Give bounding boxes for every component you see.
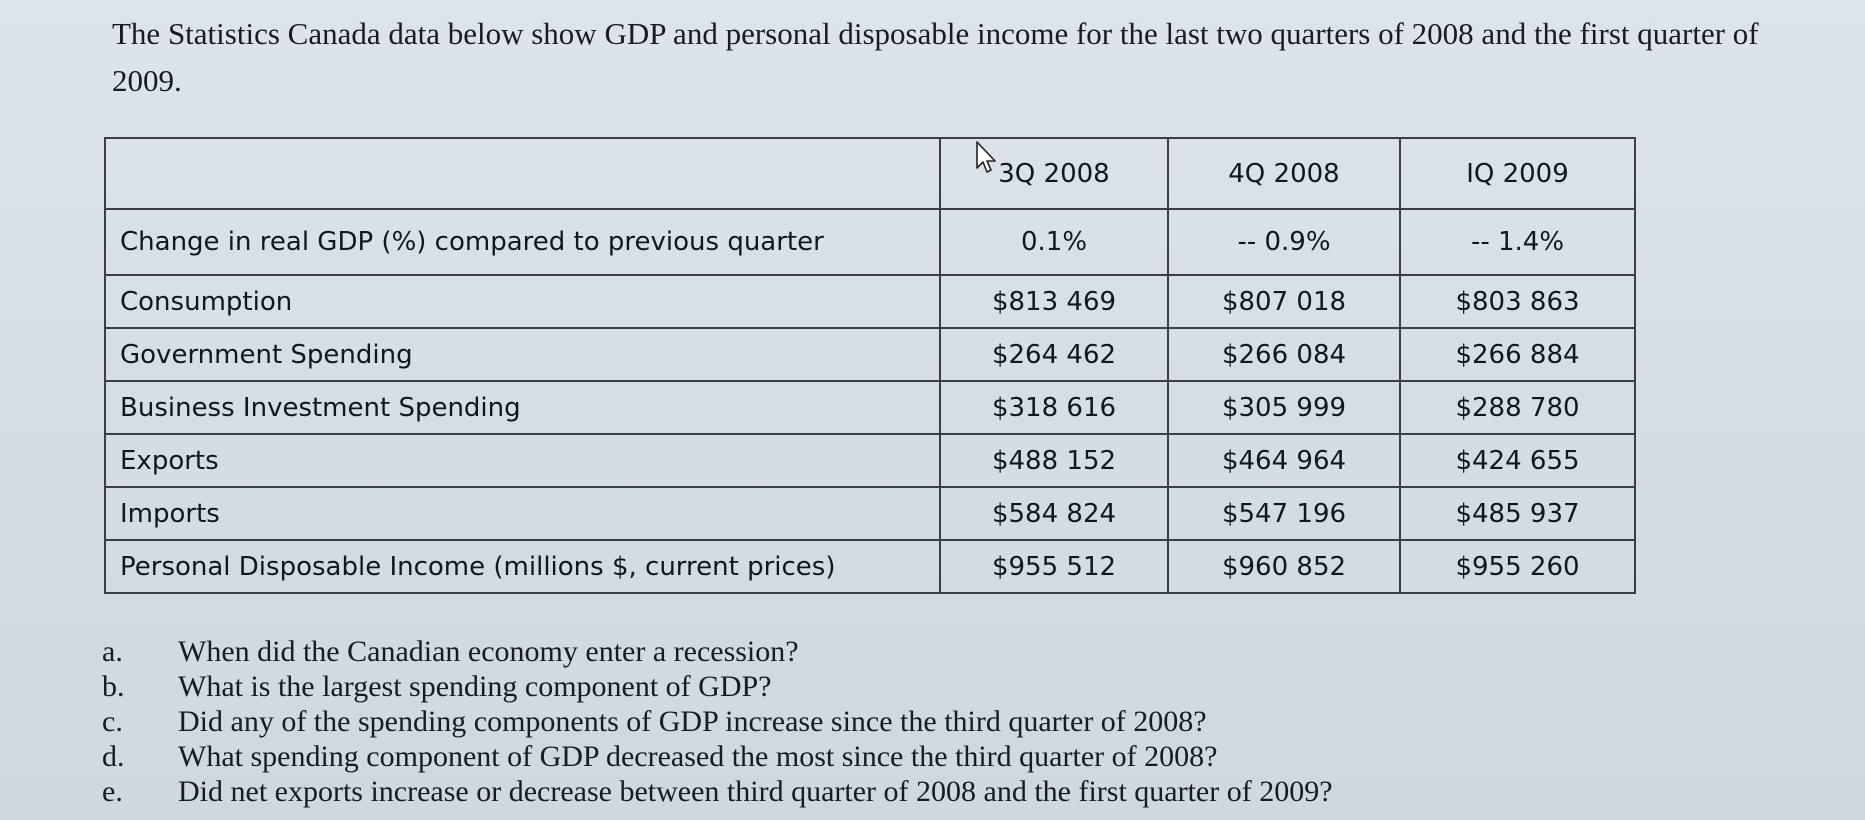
- row-label: Change in real GDP (%) compared to previous quarter: [105, 209, 940, 275]
- table-row: [105, 434, 1635, 487]
- table-cell: -- 1.4%: [1400, 209, 1635, 275]
- question-letter: d.: [102, 740, 125, 773]
- table-cell: $266 084: [1168, 328, 1400, 381]
- question-text: When did the Canadian economy enter a recession?: [178, 635, 799, 668]
- row-label: Government Spending: [105, 328, 940, 381]
- table-cell: $424 655: [1400, 434, 1635, 487]
- question-letter: b.: [102, 670, 125, 703]
- row-label: Consumption: [105, 275, 940, 328]
- table-cell: $960 852: [1168, 540, 1400, 593]
- table-cell: $266 884: [1400, 328, 1635, 381]
- table-header-row: [105, 138, 1635, 209]
- table-cell: $318 616: [940, 381, 1168, 434]
- question-letter: c.: [102, 705, 123, 738]
- table-cell: $803 863: [1400, 275, 1635, 328]
- list-item: [102, 634, 1333, 669]
- gdp-data-table: [104, 137, 1636, 594]
- table-cell: $807 018: [1168, 275, 1400, 328]
- row-label: Business Investment Spending: [105, 381, 940, 434]
- table-cell: $955 260: [1400, 540, 1635, 593]
- question-text: What spending component of GDP decreased the most since the third quarter of 2008?: [178, 740, 1218, 773]
- list-item: [102, 669, 1333, 704]
- table-cell: $305 999: [1168, 381, 1400, 434]
- table-cell: $288 780: [1400, 381, 1635, 434]
- intro-paragraph: The Statistics Canada data below show GDP and personal disposable income for the last two quarters of 2008 and the first quarter of 2009.: [112, 16, 1759, 98]
- table-row: [105, 275, 1635, 328]
- list-item: [102, 739, 1333, 774]
- table-cell: -- 0.9%: [1168, 209, 1400, 275]
- table-row: [105, 209, 1635, 275]
- list-item: [102, 774, 1333, 809]
- question-list: [102, 634, 1333, 809]
- header-cell-blank: [105, 138, 940, 209]
- table-row: [105, 487, 1635, 540]
- table-row: [105, 328, 1635, 381]
- header-cell-3q-2008: 3Q 2008: [940, 138, 1168, 209]
- table-cell: $485 937: [1400, 487, 1635, 540]
- table-row: [105, 381, 1635, 434]
- table-cell: $547 196: [1168, 487, 1400, 540]
- table-cell: $584 824: [940, 487, 1168, 540]
- table-row: [105, 540, 1635, 593]
- question-text: What is the largest spending component of GDP?: [178, 670, 772, 703]
- row-label: Imports: [105, 487, 940, 540]
- table-cell: 0.1%: [940, 209, 1168, 275]
- question-letter: a.: [102, 635, 123, 668]
- row-label: Personal Disposable Income (millions $, current prices): [105, 540, 940, 593]
- table-cell: $464 964: [1168, 434, 1400, 487]
- table-cell: $488 152: [940, 434, 1168, 487]
- header-cell-1q-2009: IQ 2009: [1400, 138, 1635, 209]
- list-item: [102, 704, 1333, 739]
- table-cell: $955 512: [940, 540, 1168, 593]
- mouse-pointer-icon: [975, 140, 999, 176]
- question-text: Did net exports increase or decrease between third quarter of 2008 and the first quarter of 2009?: [178, 775, 1333, 808]
- table-cell: $264 462: [940, 328, 1168, 381]
- table-cell: $813 469: [940, 275, 1168, 328]
- row-label: Exports: [105, 434, 940, 487]
- question-text: Did any of the spending components of GDP increase since the third quarter of 2008?: [178, 705, 1207, 738]
- header-cell-4q-2008: 4Q 2008: [1168, 138, 1400, 209]
- question-letter: e.: [102, 775, 123, 808]
